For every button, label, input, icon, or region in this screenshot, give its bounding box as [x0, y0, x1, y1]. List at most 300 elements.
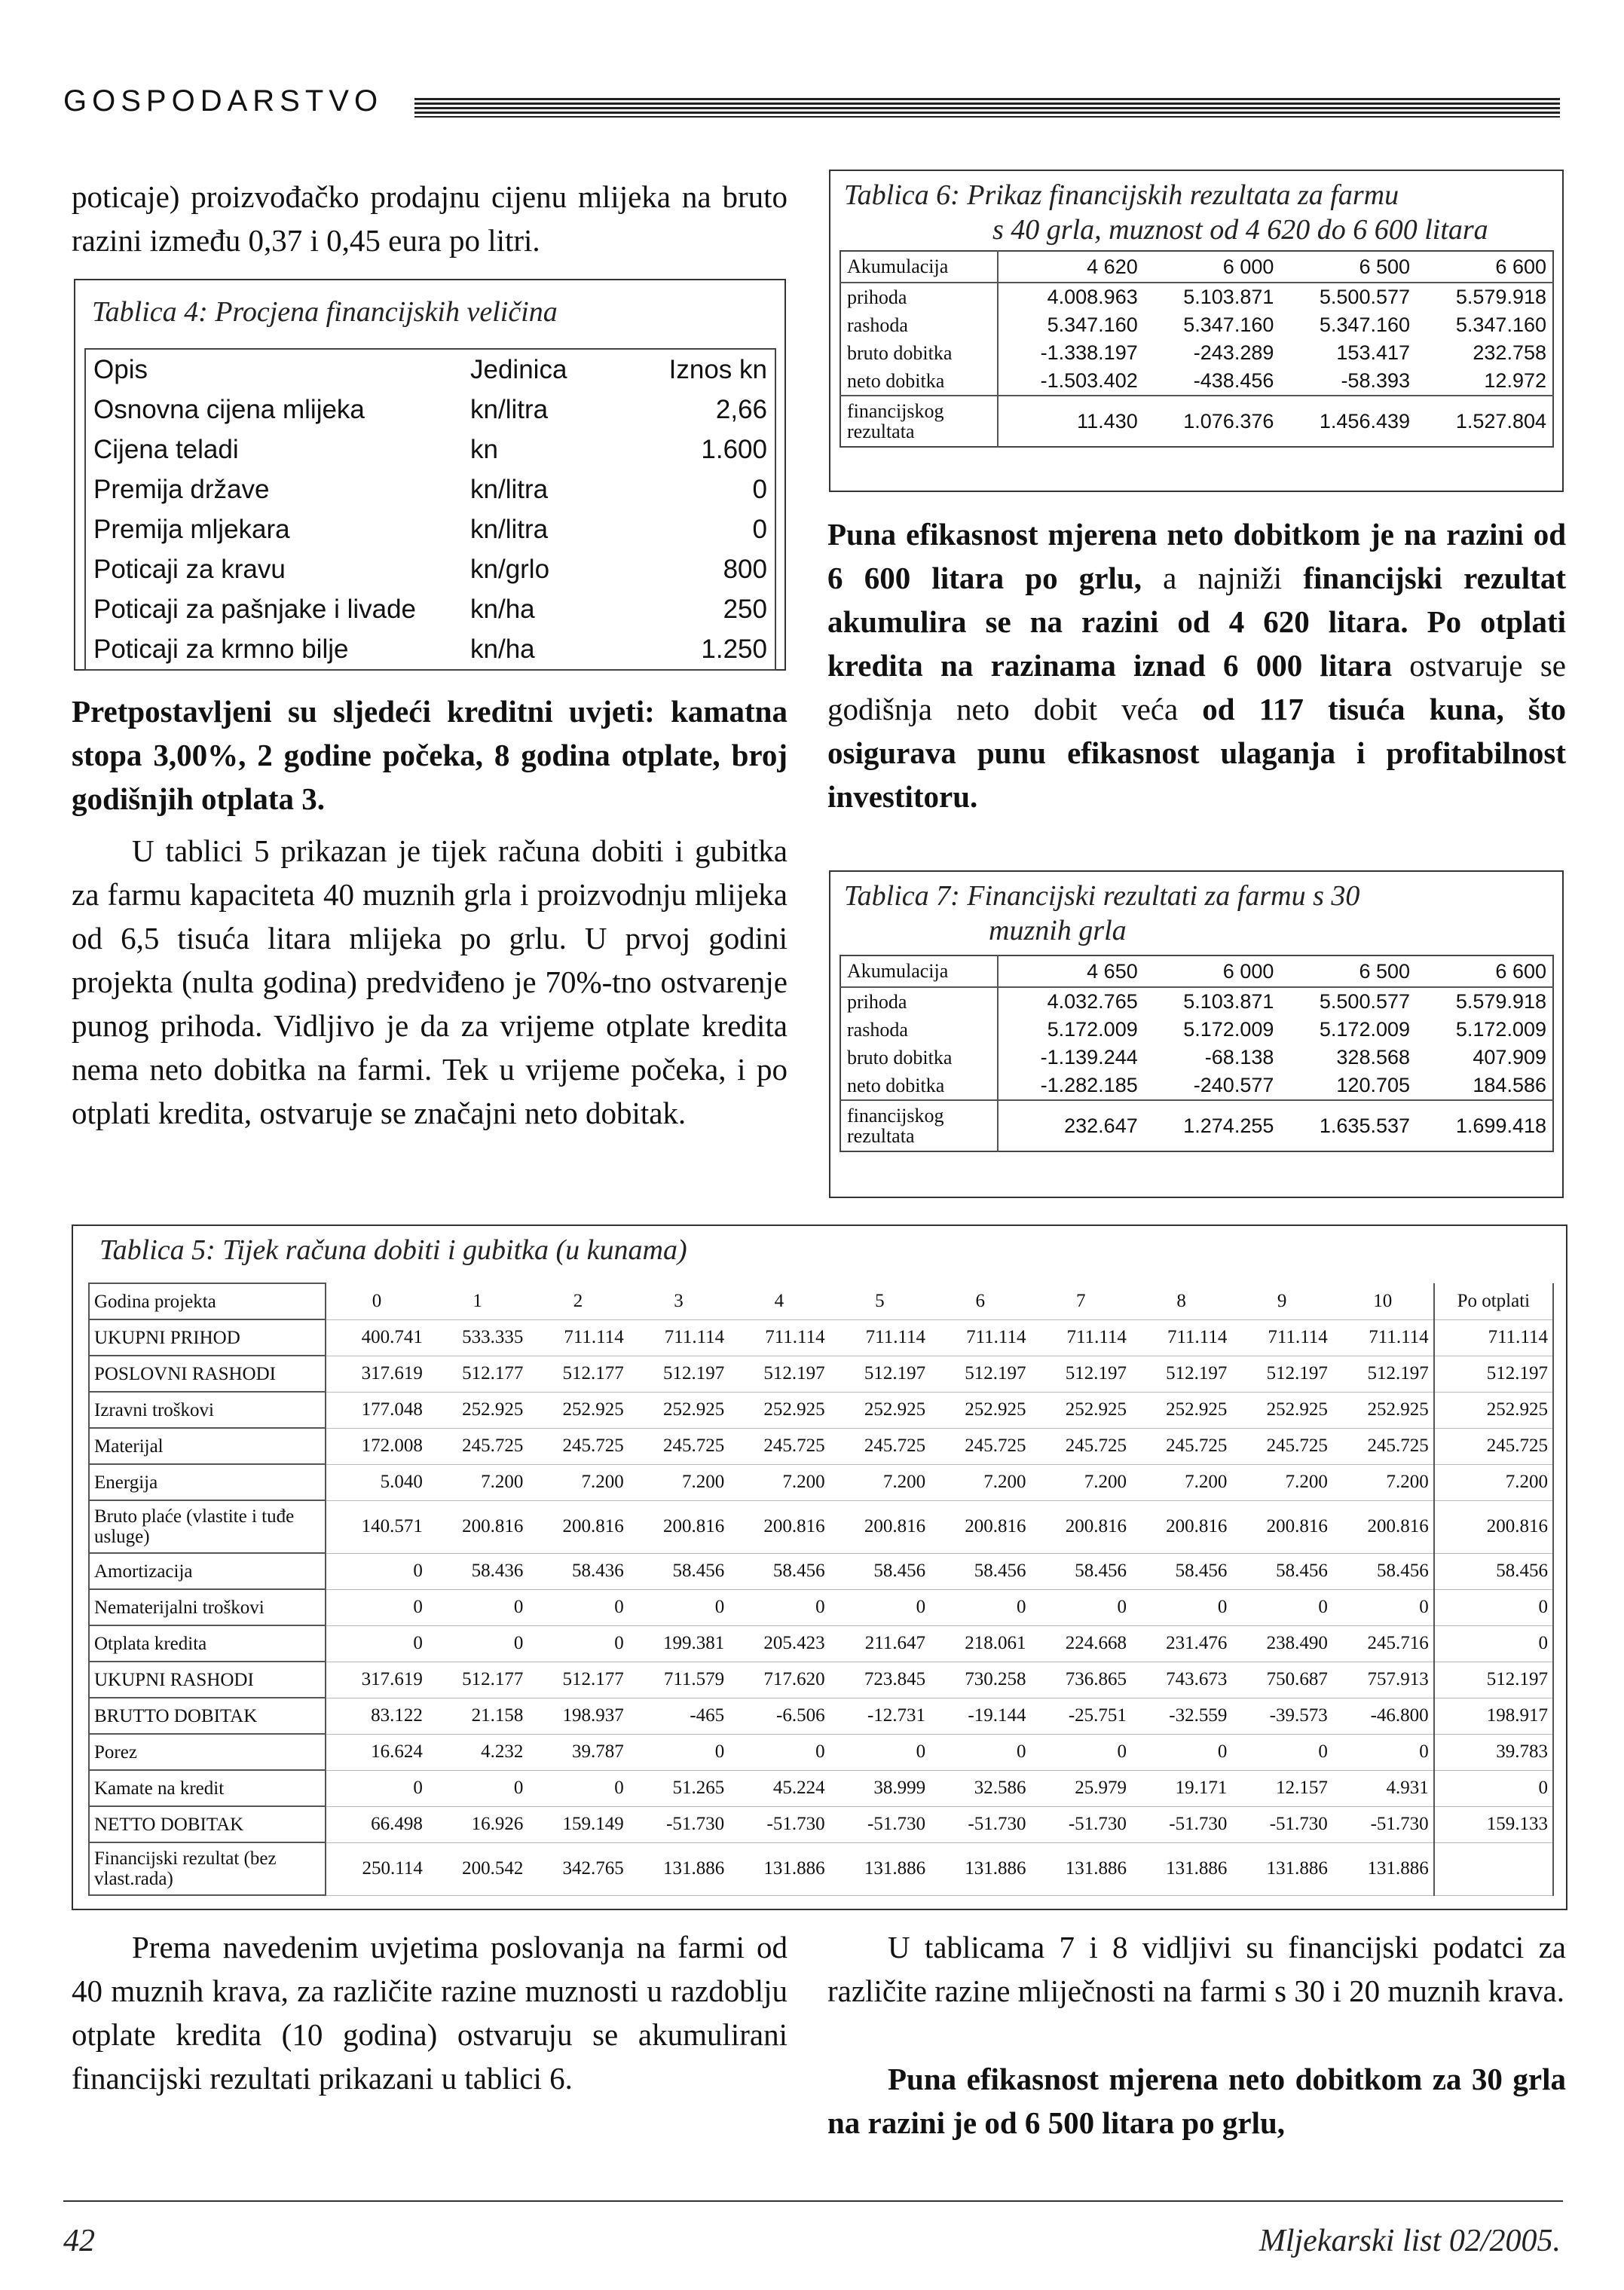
table5-cell: 0 [326, 1589, 427, 1625]
table5-po-cell: 0 [1434, 1589, 1553, 1625]
footer-rule [63, 2200, 1563, 2202]
table5-cell: 0 [628, 1589, 729, 1625]
table5-cell: 211.647 [830, 1625, 930, 1662]
table6-cell: 5.500.577 [1319, 286, 1411, 308]
table5-cell: -6.506 [729, 1698, 829, 1734]
table5-header-label: Godina projekta [89, 1283, 326, 1319]
table5-cell: 218.061 [930, 1625, 1030, 1662]
table5-cell: 512.177 [528, 1356, 628, 1392]
table5-row-label: Otplata kredita [89, 1625, 326, 1662]
table5-cell: 245.725 [628, 1428, 729, 1464]
table5-cell: 711.114 [930, 1319, 1030, 1356]
table5-cell: 750.687 [1231, 1662, 1332, 1698]
table5-cell: 342.765 [528, 1842, 628, 1895]
table5-cell: 58.456 [930, 1553, 1030, 1589]
table5-cell: 717.620 [729, 1662, 829, 1698]
table5-cell: 252.925 [1332, 1392, 1434, 1428]
efficiency-text-1: a najniži [1141, 561, 1304, 595]
table5-cell: -51.730 [1231, 1806, 1332, 1842]
table4-caption: Tablica 4: Procjena financijskih veličina [92, 296, 558, 328]
table5-cell: 736.865 [1031, 1662, 1131, 1698]
table4-header-row [85, 349, 775, 390]
table7-cell: 328.568 [1336, 1046, 1411, 1069]
table5-cell: 38.999 [830, 1770, 930, 1806]
table7-cell: 1.274.255 [1144, 1100, 1280, 1151]
table-row [89, 1464, 1553, 1500]
table7-cell: 4.032.765 [1047, 990, 1138, 1013]
table5-cell: -39.573 [1231, 1698, 1332, 1734]
table6-cell: 5.103.871 [1183, 286, 1274, 308]
table6-cell: -58.393 [1341, 369, 1411, 392]
table-row [89, 1319, 1553, 1356]
table5-cell: 245.725 [729, 1428, 829, 1464]
table5-po-cell: 252.925 [1434, 1392, 1553, 1428]
table5-cell: 252.925 [729, 1392, 829, 1428]
table-row [89, 1698, 1553, 1734]
table4-cell: Poticaji za pašnjake i livade [93, 594, 417, 624]
table-row [85, 390, 775, 430]
credit-conditions-paragraph: Pretpostavljeni su sljedeći kreditni uvjeti: kamatna stopa 3,00%, 2 godine počeka, 8 godina otplate, broj godišnjih otplata 3. [72, 694, 788, 816]
table5-cell: 131.886 [628, 1842, 729, 1895]
table7-row-label: prihoda [840, 987, 998, 1016]
table5-cell: 0 [427, 1589, 528, 1625]
table7-cell: 5.579.918 [1455, 990, 1546, 1013]
table4-cell: 250 [723, 594, 767, 624]
table5-cell: 140.571 [326, 1500, 427, 1553]
table5-row-label: POSLOVNI RASHODI [89, 1356, 326, 1392]
table7-header-cell: 6 000 [1144, 955, 1280, 987]
table5-cell: 7.200 [1131, 1464, 1231, 1500]
table5-year-cell: 9 [1231, 1283, 1332, 1319]
table5-cell: 200.816 [1031, 1500, 1131, 1553]
table5-po-cell [1434, 1842, 1553, 1895]
table5-year-cell: 4 [729, 1283, 829, 1319]
table6-cell: 5.579.918 [1455, 286, 1546, 308]
table-row [840, 396, 1553, 447]
table5-row-label: Materijal [89, 1428, 326, 1464]
table5-cell: 200.816 [930, 1500, 1030, 1553]
table6-header-row [840, 251, 1553, 283]
table4 [84, 348, 776, 671]
table5-cell: 0 [1131, 1589, 1231, 1625]
table5-cell: 58.456 [1332, 1553, 1434, 1589]
table-row [840, 283, 1553, 311]
table4-cell: 2,66 [715, 394, 767, 424]
table6-row-label: neto dobitka [840, 367, 998, 396]
table-row [840, 1100, 1553, 1151]
table5-cell: 252.925 [1231, 1392, 1332, 1428]
table-row [89, 1428, 1553, 1464]
efficiency-paragraph [827, 512, 1566, 818]
table5-cell: 512.197 [729, 1356, 829, 1392]
table5-po-cell: 58.456 [1434, 1553, 1553, 1589]
bottom-right-bold-paragraph: Puna efikasnost mjerena neto dobitkom za 30 grla na razini je od 6 500 litara po grlu, [827, 2062, 1566, 2140]
table7-cell: 5.172.009 [1183, 1018, 1274, 1041]
table5-cell: -51.730 [1031, 1806, 1131, 1842]
table5-cell: 200.816 [830, 1500, 930, 1553]
table5-cell: 231.476 [1131, 1625, 1231, 1662]
table5-cell: 512.197 [1031, 1356, 1131, 1392]
table5-cell: 0 [1131, 1734, 1231, 1770]
table5-cell: 711.114 [1131, 1319, 1231, 1356]
table5-cell: 533.335 [427, 1319, 528, 1356]
table5-cell: 39.787 [528, 1734, 628, 1770]
table5-cell: 7.200 [628, 1464, 729, 1500]
table5-cell: 58.436 [427, 1553, 528, 1589]
table5-cell: 7.200 [1332, 1464, 1434, 1500]
table5-cell: -51.730 [930, 1806, 1030, 1842]
table6-cell: -1.503.402 [1040, 369, 1138, 392]
table5-row-label: Financijski rezultat (bez vlast.rada) [89, 1842, 326, 1895]
table7-cell: -1.282.185 [1040, 1074, 1138, 1096]
table5-year-cell: 10 [1332, 1283, 1434, 1319]
table-row [89, 1356, 1553, 1392]
table5-po-cell: 711.114 [1434, 1319, 1553, 1356]
table7-cell: 184.586 [1473, 1074, 1546, 1096]
table5-row-label: Bruto plaće (vlastite i tuđe usluge) [89, 1500, 326, 1553]
table7-row-label: rashoda [840, 1016, 998, 1044]
table5-cell: 58.436 [528, 1553, 628, 1589]
table4-cell: 0 [752, 474, 767, 504]
table4-cell: Premija mljekara [93, 514, 290, 544]
table7-row-label [840, 1100, 998, 1151]
bottom-right-paragraph: U tablicama 7 i 8 vidljivi su financijski podatci za različite razine mliječnosti na farmi s 30 i 20 muznih krava. [827, 1930, 1566, 2008]
table6 [840, 250, 1554, 448]
table4-header-cell: Iznos kn [668, 354, 767, 384]
table4-cell: kn/litra [470, 514, 549, 544]
table5-cell: -46.800 [1332, 1698, 1434, 1734]
table-row [89, 1500, 1553, 1553]
table5-cell: -32.559 [1131, 1698, 1231, 1734]
header-rule [414, 98, 1560, 118]
table6-row-label: rashoda [840, 311, 998, 339]
table-row [840, 339, 1553, 367]
table7-cell: 5.500.577 [1319, 990, 1411, 1013]
table6-caption-line2: s 40 grla, muznost od 4 620 do 6 600 litara [992, 214, 1488, 246]
table4-cell: kn/grlo [470, 554, 550, 584]
table5-cell: 317.619 [326, 1356, 427, 1392]
table5-cell: 711.114 [628, 1319, 729, 1356]
efficiency-bold-3: od 117 tisuća kuna, što osigurava punu efikasnost ulaganja i profitabilnost investitoru. [827, 692, 1566, 814]
table-row [89, 1625, 1553, 1662]
table5-cell: 58.456 [1031, 1553, 1131, 1589]
section-title: GOSPODARSTVO [63, 84, 384, 118]
table-row [85, 549, 775, 589]
table5-row-label: Porez [89, 1734, 326, 1770]
table5-cell: 224.668 [1031, 1625, 1131, 1662]
table5-cell: 0 [930, 1734, 1030, 1770]
table5-cell: 245.725 [1332, 1428, 1434, 1464]
table7-caption-line2: muznih grla [989, 915, 1127, 946]
table6-cell: 5.347.160 [1183, 313, 1274, 336]
table6-row-label [840, 396, 998, 447]
table-row [840, 987, 1553, 1016]
table4-cell: kn/litra [470, 394, 549, 424]
table-row [89, 1589, 1553, 1625]
table5-cell: 5.040 [326, 1464, 427, 1500]
table4-cell: Poticaji za krmno bilje [93, 634, 349, 664]
table4-cell: Poticaji za kravu [93, 554, 286, 584]
table7-cell: 5.103.871 [1183, 990, 1274, 1013]
table7-cell: 232.647 [998, 1100, 1144, 1151]
table6-cell: 12.972 [1484, 369, 1546, 392]
table-row [840, 1072, 1553, 1100]
table4-cell: 1.250 [701, 634, 767, 664]
table6-box [829, 170, 1564, 492]
table5-cell: 4.931 [1332, 1770, 1434, 1806]
table-row [85, 509, 775, 549]
table5-cell: 245.725 [1231, 1428, 1332, 1464]
table5-cell: 200.816 [427, 1500, 528, 1553]
table5-cell: 0 [326, 1625, 427, 1662]
table5-cell: 0 [1031, 1734, 1131, 1770]
table5-cell: 12.157 [1231, 1770, 1332, 1806]
table6-cell: 5.347.160 [1319, 313, 1411, 336]
table-row [89, 1806, 1553, 1842]
table6-header-cell: 4 620 [998, 251, 1144, 283]
table-row [85, 589, 775, 629]
table5-cell: 7.200 [729, 1464, 829, 1500]
table7 [840, 955, 1554, 1152]
table6-last-label1: financijskog [847, 400, 944, 422]
table5-cell: -25.751 [1031, 1698, 1131, 1734]
table7-header-cell: 6 500 [1280, 955, 1416, 987]
table5-cell: 512.177 [528, 1662, 628, 1698]
table4-cell: Premija države [93, 474, 270, 504]
table5-po-cell: 39.783 [1434, 1734, 1553, 1770]
page-number: 42 [63, 2224, 95, 2258]
table5-cell: 19.171 [1131, 1770, 1231, 1806]
table5-cell: 245.716 [1332, 1625, 1434, 1662]
table4-box [74, 279, 786, 671]
table5-cell: 172.008 [326, 1428, 427, 1464]
table7-cell: -68.138 [1204, 1046, 1274, 1069]
table4-cell: 800 [723, 554, 767, 584]
table6-cell: 153.417 [1336, 341, 1411, 364]
table-row [89, 1553, 1553, 1589]
table7-row-label: neto dobitka [840, 1072, 998, 1100]
table5-cell: 199.381 [628, 1625, 729, 1662]
table4-cell: kn/ha [470, 594, 535, 624]
table7-cell: 407.909 [1473, 1046, 1546, 1069]
table5-cell: 7.200 [1031, 1464, 1131, 1500]
table5-cell: 7.200 [1231, 1464, 1332, 1500]
table5-cell: 0 [1231, 1589, 1332, 1625]
efficiency-bold-2: financijski rezultat akumulira se na razini od 4 620 litara. Po otplati kredita na razinama iznad 6 000 litara [827, 561, 1566, 683]
table5-cell: -51.730 [830, 1806, 930, 1842]
table5-cell: 250.114 [326, 1842, 427, 1895]
table4-cell: Cijena teladi [93, 434, 239, 464]
table5-cell: 58.456 [628, 1553, 729, 1589]
table6-cell: 5.347.160 [1455, 313, 1546, 336]
table5-cell: 58.456 [1131, 1553, 1231, 1589]
table4-cell: kn [470, 434, 498, 464]
table5-cell: 200.816 [729, 1500, 829, 1553]
table5-cell: 252.925 [427, 1392, 528, 1428]
table5-year-cell: 1 [427, 1283, 528, 1319]
table7-cell: 1.699.418 [1416, 1100, 1553, 1151]
table5-cell: 7.200 [830, 1464, 930, 1500]
table6-row-label: prihoda [840, 283, 998, 311]
table7-header-cell: 6 600 [1416, 955, 1553, 987]
table6-cell: 232.758 [1473, 341, 1546, 364]
table7-cell: 5.172.009 [1455, 1018, 1546, 1041]
table5-cell: 0 [1332, 1589, 1434, 1625]
table5-cell: 131.886 [1031, 1842, 1131, 1895]
table5-cell: 0 [729, 1734, 829, 1770]
table5-cell: 512.177 [427, 1356, 528, 1392]
table5-cell: 512.197 [1231, 1356, 1332, 1392]
table5-row-label: Kamate na kredit [89, 1770, 326, 1806]
table5-cell: 0 [326, 1770, 427, 1806]
table5-cell: 711.114 [830, 1319, 930, 1356]
table7-box [829, 870, 1564, 1198]
table5-cell: -19.144 [930, 1698, 1030, 1734]
table4-header-cell: Opis [93, 354, 148, 384]
table5-cell: 245.725 [528, 1428, 628, 1464]
table5-cell: 7.200 [427, 1464, 528, 1500]
table5-cell: 400.741 [326, 1319, 427, 1356]
table5-cell: -51.730 [729, 1806, 829, 1842]
table7-last-label2: rezultata [847, 1125, 915, 1147]
table5-cell: -12.731 [830, 1698, 930, 1734]
table5-year-cell: 2 [528, 1283, 628, 1319]
table5-cell: 0 [427, 1625, 528, 1662]
table5-po-cell: 512.197 [1434, 1662, 1553, 1698]
table5-cell: 238.490 [1231, 1625, 1332, 1662]
table5-cell: 200.816 [1332, 1500, 1434, 1553]
table5-cell: 512.197 [830, 1356, 930, 1392]
table5-cell: 512.197 [930, 1356, 1030, 1392]
table5-cell: 245.725 [1131, 1428, 1231, 1464]
table5-po-cell: 198.917 [1434, 1698, 1553, 1734]
table5-row-label: Izravni troškovi [89, 1392, 326, 1428]
table5-cell: -51.730 [1131, 1806, 1231, 1842]
table5-cell: 7.200 [930, 1464, 1030, 1500]
efficiency-text-2: ostvaruje se godišnja neto dobit veća [827, 648, 1566, 726]
efficiency-bold-1: Puna efikasnost mjerena neto dobitkom je na razini od 6 600 litara po grlu, [827, 517, 1566, 595]
table6-cell: 11.430 [998, 396, 1144, 447]
table6-cell: -438.456 [1193, 369, 1274, 392]
table6-header-label: Akumulacija [840, 251, 998, 283]
table5-cell: 0 [528, 1770, 628, 1806]
bottom-left-paragraph: Prema navedenim uvjetima poslovanja na farmi od 40 muznih krava, za različite razine muznosti u razdoblju otplate kredita (10 godina) ostvaruju se akumulirani financijski rezultati prikazani u tablici 6. [72, 1930, 788, 2096]
table5-cell: 205.423 [729, 1625, 829, 1662]
table4-cell: Osnovna cijena mlijeka [93, 394, 365, 424]
table5-cell: 245.725 [830, 1428, 930, 1464]
table5-cell: 0 [1031, 1589, 1131, 1625]
table4-header-cell: Jedinica [470, 354, 567, 384]
table7-cell: 1.635.537 [1280, 1100, 1416, 1151]
table5-cell: 58.456 [830, 1553, 930, 1589]
table5-cell: 16.926 [427, 1806, 528, 1842]
table6-caption-line1: Tablica 6: Prikaz financijskih rezultata za farmu [844, 179, 1399, 211]
table5-cell: 0 [1231, 1734, 1332, 1770]
table5-year-cell: 5 [830, 1283, 930, 1319]
table5-cell: 512.197 [1131, 1356, 1231, 1392]
table5-cell: 159.149 [528, 1806, 628, 1842]
table6-cell: -1.338.197 [1040, 341, 1138, 364]
table5-cell: 0 [628, 1734, 729, 1770]
table5-caption: Tablica 5: Tijek računa dobiti i gubitka (u kunama) [99, 1234, 687, 1266]
table5-po-cell: 245.725 [1434, 1428, 1553, 1464]
table5-cell: 0 [830, 1589, 930, 1625]
table5-cell: 743.673 [1131, 1662, 1231, 1698]
table5-cell: 512.197 [1332, 1356, 1434, 1392]
table7-header-label: Akumulacija [840, 955, 998, 987]
table5-row-label: BRUTTO DOBITAK [89, 1698, 326, 1734]
table-row [85, 469, 775, 509]
table5-cell: 200.816 [628, 1500, 729, 1553]
table5-cell: 32.586 [930, 1770, 1030, 1806]
table5-po-cell: 159.133 [1434, 1806, 1553, 1842]
table5-cell: 0 [528, 1625, 628, 1662]
table5-cell: 252.925 [528, 1392, 628, 1428]
table5-cell: 317.619 [326, 1662, 427, 1698]
table4-cell: 1.600 [701, 434, 767, 464]
table4-cell: kn/litra [470, 474, 549, 504]
table5-po-cell: 0 [1434, 1770, 1553, 1806]
table5-cell: 252.925 [930, 1392, 1030, 1428]
table-row [840, 1044, 1553, 1072]
table6-row-label: bruto dobitka [840, 339, 998, 367]
table5-cell: -51.730 [628, 1806, 729, 1842]
intro-paragraph: poticaje) proizvođačko prodajnu cijenu mlijeka na bruto razini između 0,37 i 0,45 eura po litri. [72, 179, 788, 258]
table5 [88, 1283, 1554, 1896]
table5-year-cell: 3 [628, 1283, 729, 1319]
table5-year-cell: 6 [930, 1283, 1030, 1319]
table-row [85, 430, 775, 469]
table6-last-label2: rezultata [847, 420, 915, 442]
table6-cell: -243.289 [1193, 341, 1274, 364]
table5-cell: 4.232 [427, 1734, 528, 1770]
table-row [89, 1392, 1553, 1428]
table5-cell: 711.114 [1231, 1319, 1332, 1356]
table5-cell: 0 [930, 1589, 1030, 1625]
table5-row-label: UKUPNI PRIHOD [89, 1319, 326, 1356]
table7-cell: -240.577 [1193, 1074, 1274, 1096]
table4-cell: 0 [752, 514, 767, 544]
table-row [85, 629, 775, 670]
table5-header-row [89, 1283, 1553, 1319]
table5-row-label: Nematerijalni troškovi [89, 1589, 326, 1625]
table5-cell: 0 [427, 1770, 528, 1806]
table5-cell: 131.886 [1131, 1842, 1231, 1895]
table5-year-cell: 8 [1131, 1283, 1231, 1319]
table5-cell: 711.114 [1031, 1319, 1131, 1356]
table-row [89, 1842, 1553, 1895]
table5-cell: 0 [326, 1553, 427, 1589]
table5-cell: 200.816 [1231, 1500, 1332, 1553]
table-row [840, 1016, 1553, 1044]
table5-cell: 21.158 [427, 1698, 528, 1734]
table5-cell: 730.258 [930, 1662, 1030, 1698]
table5-cell: -465 [628, 1698, 729, 1734]
table5-box [72, 1224, 1567, 1910]
table5-po-cell: 512.197 [1434, 1356, 1553, 1392]
table6-cell: 5.347.160 [1047, 313, 1138, 336]
table5-cell: 51.265 [628, 1770, 729, 1806]
table5-po-header: Po otplati [1434, 1283, 1553, 1319]
table7-row-label: bruto dobitka [840, 1044, 998, 1072]
table5-cell: 245.725 [930, 1428, 1030, 1464]
journal-name: Mljekarski list 02/2005. [1259, 2224, 1561, 2258]
table5-year-cell: 0 [326, 1283, 427, 1319]
table5-cell: 512.177 [427, 1662, 528, 1698]
table5-cell: 0 [1332, 1734, 1434, 1770]
table5-row-label: UKUPNI RASHODI [89, 1662, 326, 1698]
table5-cell: 58.456 [1231, 1553, 1332, 1589]
